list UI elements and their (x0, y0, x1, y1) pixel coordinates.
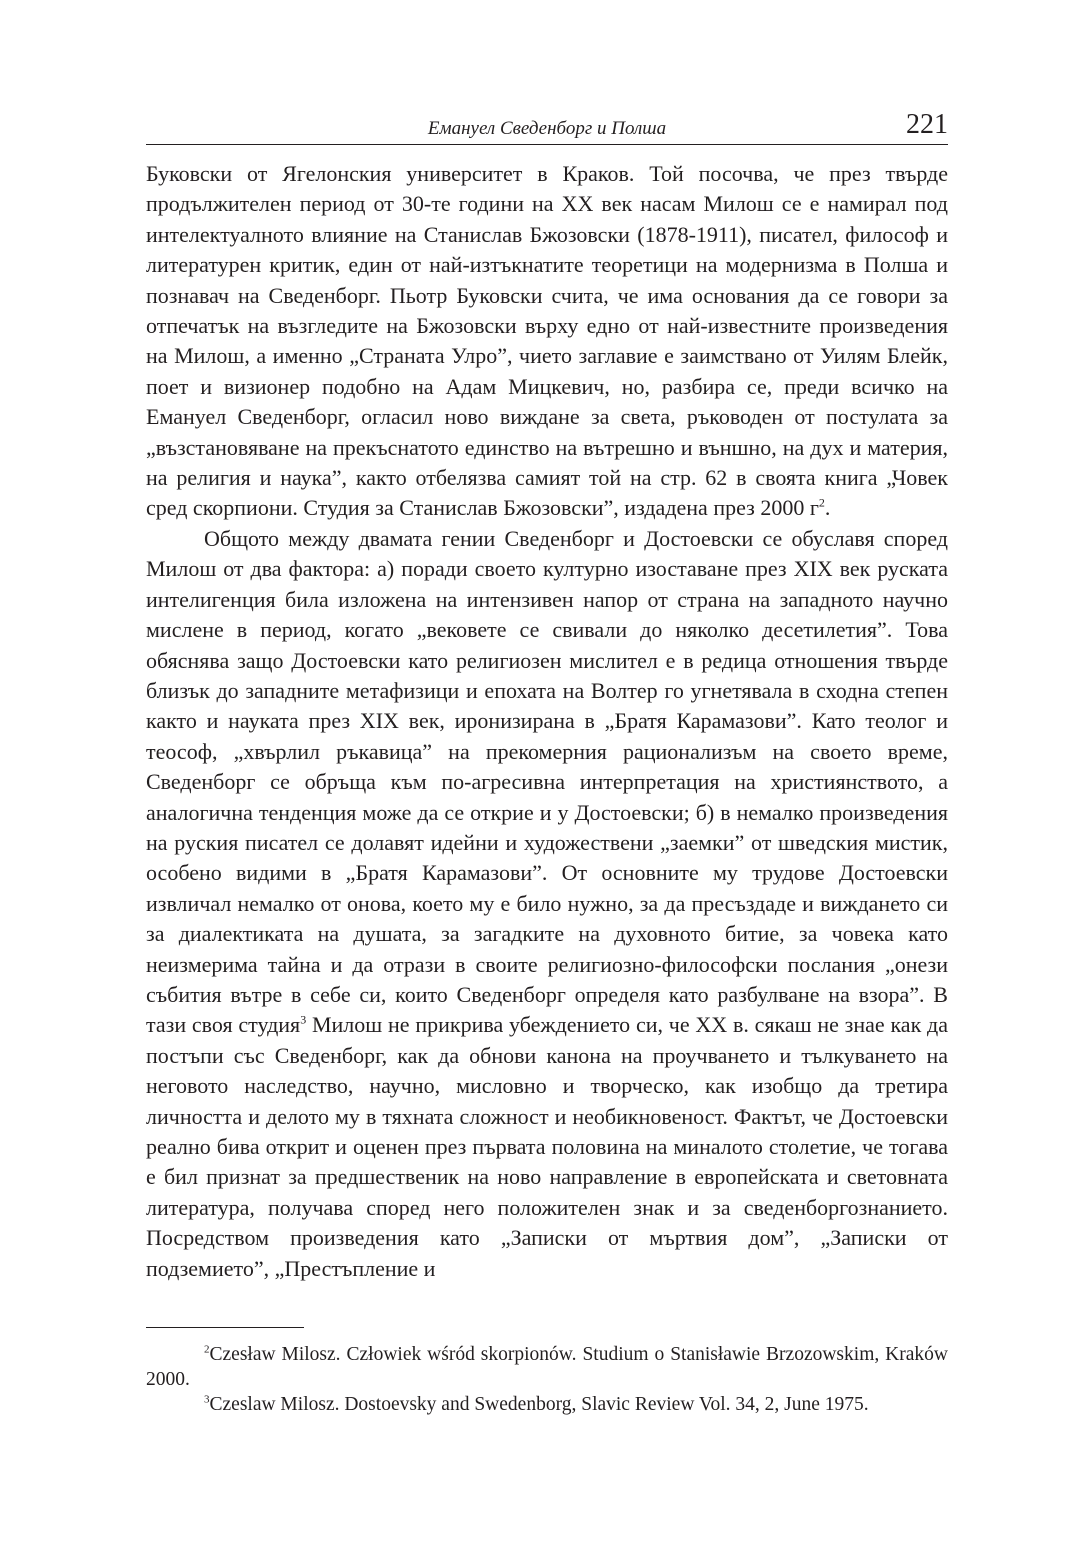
footnote-3 (146, 1392, 948, 1417)
footnote-text: Czesław Milosz. Człowiek wśród skorpionów. Studium o Stanisławie Brzozowskim, Kraków 2000. (146, 1344, 948, 1390)
paragraph-2 (146, 524, 948, 1284)
paragraph-1 (146, 159, 948, 524)
footnote-separator (146, 1327, 304, 1328)
footnote-ref-3[interactable]: 3 (300, 1013, 307, 1028)
running-title: Емануел Сведенборг и Полша (427, 118, 667, 139)
footnote-marker: 2 (204, 1343, 210, 1356)
paragraph-1-end: . (824, 495, 831, 521)
running-header (146, 110, 948, 145)
paragraph-2-text-b: Милош не прикрива убеждението си, че ХХ в. сякаш не знае как да постъпи със Сведенборг, как да обнови канона на проучването и тълкуването на неговото наследство, научно, мисловно и творческо, как изобщо да третира личността и делото му в тяхната сложност и необикновеност. Фактът, че Достоевски реално бива открит и оценен през първата половина на миналото столетие, че тогава е бил признат за предшественик на ново направление в европейската и световната литература, получава според него положителен знак и за сведенборгознанието. Посредством произведения като „Записки от мъртвия дом”, „Записки от подземието”, „Престъпление и (146, 1012, 949, 1281)
footnote-2 (146, 1342, 948, 1392)
page-number: 221 (906, 109, 948, 140)
footnote-marker: 3 (204, 1393, 210, 1406)
footnote-ref-2[interactable]: 2 (818, 496, 825, 511)
footnote-text: Czeslaw Milosz. Dostoevsky and Swedenborg, Slavic Review Vol. 34, 2, June 1975. (209, 1394, 869, 1415)
footnotes (146, 1342, 948, 1417)
main-text (146, 159, 948, 1284)
page (146, 110, 948, 1530)
paragraph-2-text-a: Общото между двамата гении Сведенборг и Достоевски се обуславя според Милош от два фактора: а) поради своето културно изоставане през XIX век руската интелигенция била изложена на интензивен напор от страна на западното научно мислене в период, когато „вековете се свивали до няколко десетилетия”. Това обяснява защо Достоевски като религиозен мислител е в редица отношения твърде близък до западните метафизици и епохата на Волтер го угнетявала в сходна степен както и науката през XIX век, иронизирана в „Братя Карамазови”. Като теолог и теософ, „хвърлил ръкавица” на прекомерния рационализъм на своето време, Сведенборг се обръща към по-агресивна интерпретация на християнството, а аналогична тенденция може да се открие и у Достоевски; б) в немалко произведения на руския писател се долавят идейни и художествени „заемки” от шведския мистик, особено видими в „Братя Карамазови”. От основните му трудове Достоевски извличал немалко от онова, което му е било нужно, за да пресъздаде и виждането си за диалектиката на душата, за загадките на духовното битие, за човека като неизмерима тайна и да отрази в своите религиозно-философски послания „онези събития вътре в себе си, които Сведенборг определя като разбулване на взора”. В тази своя студия (146, 525, 948, 1038)
paragraph-1-text: Буковски от Ягелонския университет в Краков. Той посочва, че през твърде продължителен период от 30-те години на ХХ век насам Милош се е намирал под интелектуалното влияние на Станислав Бжозовски (1878-1911), писател, философ и литературен критик, един от най-изтъкнатите теоретици на модернизма в Полша и познавач на Сведенборг. Пьотр Буковски счита, че има основания да се говори за отпечатък на възгледите на Бжозовски върху едно от най-известните произведения на Милош, а именно „Страната Улро”, чието заглавие е заимствано от Уилям Блейк, поет и визионер подобно на Адам Мицкевич, но, разбира се, преди всичко на Емануел Сведенборг, огласил ново виждане за света, ръководен от постулата за „възстановяване на прекъснатото единство на вътрешно и външно, на дух и материя, на религия и наука”, както отбелязва самият той на стр. 62 в своята книга „Човек сред скорпиони. Студия за Станислав Бжозовски”, издадена през 2000 г (146, 161, 948, 521)
